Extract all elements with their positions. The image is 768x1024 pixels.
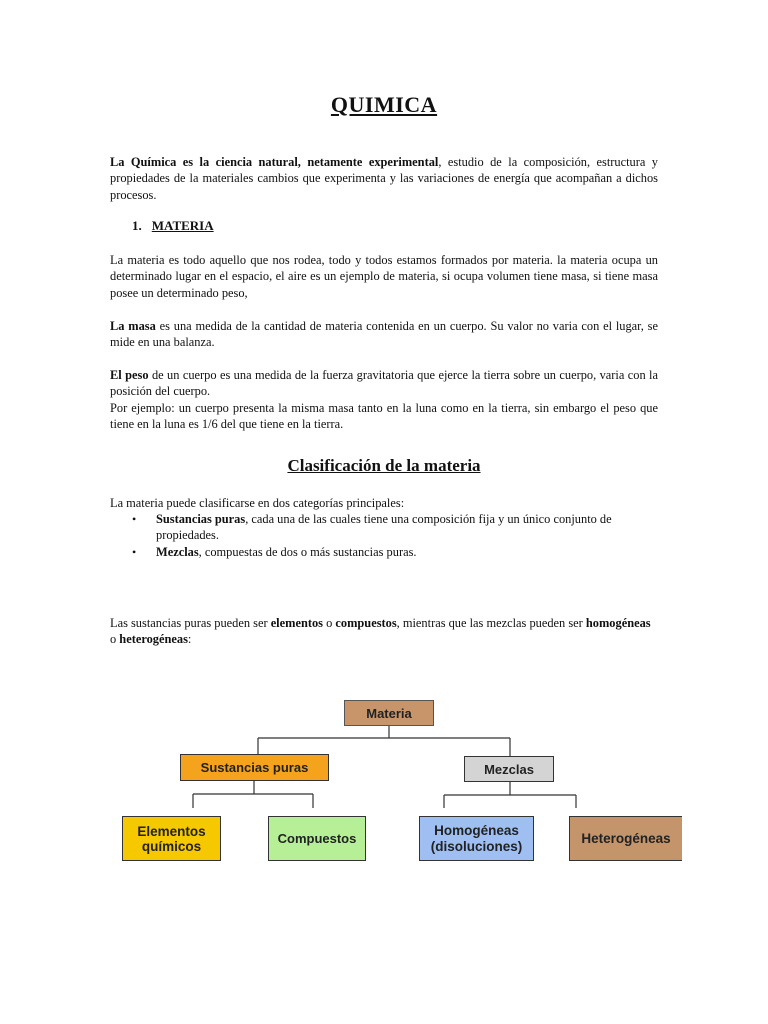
- materia-paragraph: La materia es todo aquello que nos rodea, todo y todos estamos formados por materia. la materia ocupa un determinado lugar en el espacio, el aire es un ejemplo de materia, si ocupa volumen tiene masa, si tiene masa posee un determinado peso,: [110, 253, 658, 300]
- intro-text: , estudio de la composición, estructura y propiedades de la materiales cambios que experimenta y las variaciones de energía que acompañan a dichos procesos.: [110, 155, 658, 202]
- page-title: QUIMICA: [330, 92, 438, 117]
- final-paragraph: [110, 615, 658, 648]
- intro-paragraph: [110, 154, 658, 203]
- final-text: :: [187, 632, 192, 647]
- list-item: [110, 544, 658, 560]
- final-text: , mientras que las mezclas pueden ser: [396, 616, 586, 630]
- section-heading-clasificacion: Clasificación de la materia: [287, 456, 481, 475]
- final-bold-elementos: elementos: [270, 616, 323, 630]
- final-bold-compuestos: compuestos: [335, 616, 397, 630]
- node-heterogeneas: Heterogéneas: [569, 816, 682, 861]
- list-item-text: , cada una de las cuales tiene una composición fija y un único conjunto de propiedades.: [156, 512, 612, 543]
- final-text: o: [110, 632, 120, 647]
- list-item-text: , compuestas de dos o más sustancias puras.: [198, 544, 417, 559]
- list-item-bold: Sustancias puras: [156, 512, 246, 526]
- intro-bold: La Química es la ciencia natural, netamente experimental: [110, 155, 439, 169]
- node-elementos-quimicos: Elementos químicos: [122, 816, 221, 861]
- peso-text: de un cuerpo es una medida de la fuerza gravitatoria que ejerce la tierra sobre un cuerpo, varia con la posición del cuerpo.: [110, 368, 658, 399]
- peso-example: Por ejemplo: un cuerpo presenta la misma masa tanto en la luna como en la tierra, sin embargo el peso que tiene en la luna es 1/6 del que tiene en la tierra.: [110, 400, 658, 432]
- node-compuestos: Compuestos: [268, 816, 366, 861]
- section-heading-materia: [132, 218, 214, 234]
- masa-bold: La masa: [110, 319, 156, 333]
- masa-text: es una medida de la cantidad de materia contenida en un cuerpo. Su valor no varia con el lugar, se mide en una balanza.: [110, 319, 659, 350]
- final-bold-heterogeneas: heterogéneas: [119, 632, 188, 647]
- masa-paragraph: [110, 318, 658, 351]
- node-mezclas: Mezclas: [464, 756, 554, 782]
- final-text: o: [323, 616, 336, 630]
- section-label: MATERIA: [151, 218, 214, 233]
- list-item-bold: Mezclas: [156, 544, 199, 559]
- section-number: 1.: [132, 218, 142, 233]
- node-homogeneas: Homogéneas (disoluciones): [419, 816, 534, 861]
- peso-paragraph: [110, 367, 658, 433]
- classification-intro: La materia puede clasificarse en dos categorías principales:: [110, 496, 405, 510]
- peso-bold: El peso: [110, 368, 149, 382]
- final-bold-homogeneas: homogéneas: [585, 616, 651, 630]
- bullet-icon: •: [132, 512, 137, 526]
- bullet-icon: •: [132, 544, 137, 559]
- classification-list: [110, 511, 658, 560]
- final-text: Las sustancias puras pueden ser: [110, 616, 271, 630]
- node-sustancias-puras: Sustancias puras: [180, 754, 329, 781]
- list-item: [110, 511, 658, 544]
- node-materia: Materia: [344, 700, 434, 726]
